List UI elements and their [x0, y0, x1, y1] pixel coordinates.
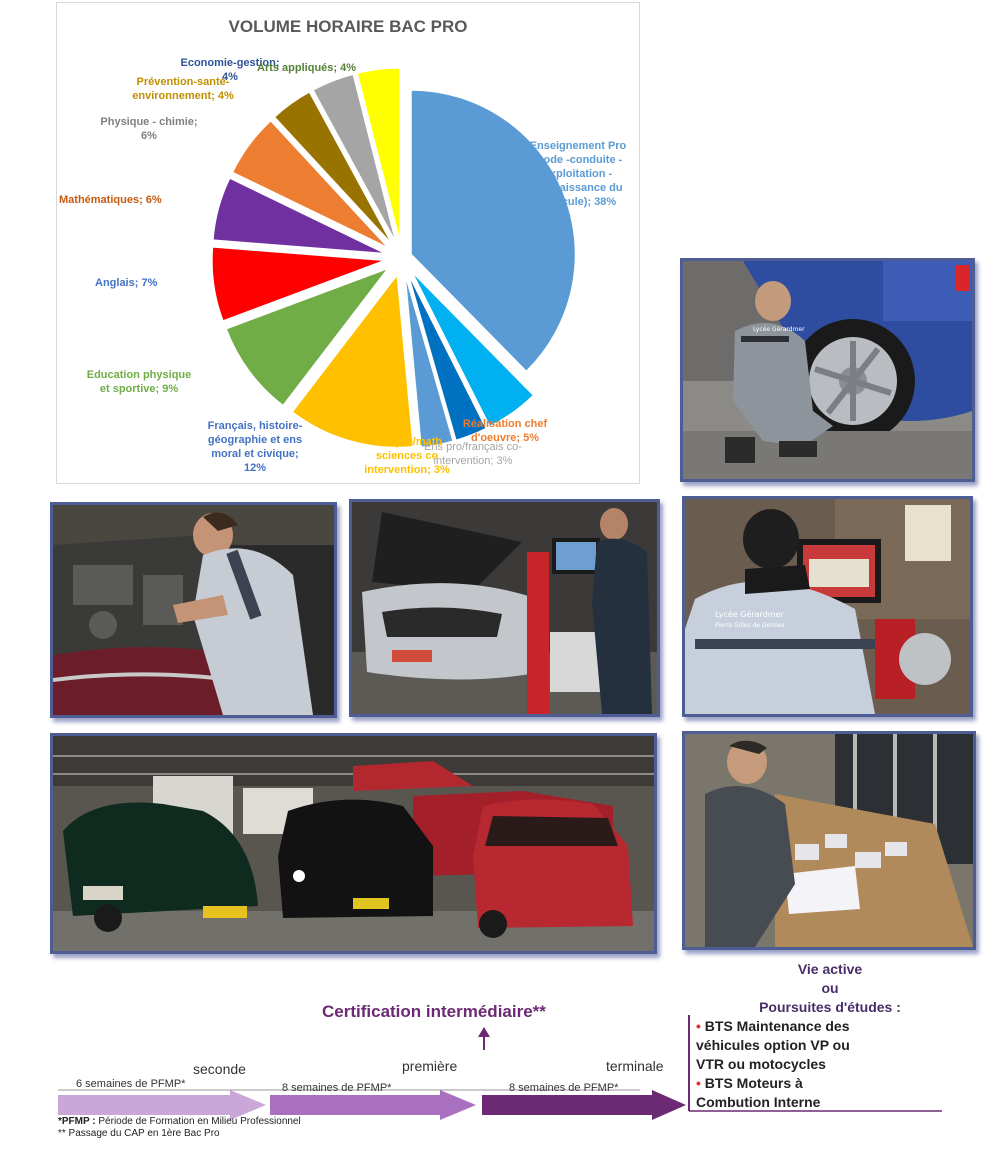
outcomes-block — [696, 960, 956, 1112]
footnotes: *PFMP : Période de Formation en Milieu Professionnel ** Passage du CAP en 1ère Bac Pro — [58, 1116, 301, 1139]
pfmp-premiere: 8 semaines de PFMP* — [282, 1082, 392, 1094]
label-physique: Physique - chimie; 6% — [100, 116, 198, 142]
pfmp-seconde: 6 semaines de PFMP* — [76, 1078, 186, 1090]
photo-tire-change — [680, 258, 975, 482]
arrow-premiere — [270, 1090, 476, 1120]
certification-label: Certification intermédiaire** — [322, 1002, 546, 1021]
label-cointervention-math: Ens pro/math sciences co intervention; 3% — [364, 436, 450, 476]
label-ens-pro: Enseignement Pro (code -conduite - exploitation - connaissance du véhicule); 38% — [529, 140, 627, 208]
photo-workshop-cars — [50, 733, 657, 954]
pfmp-terminale: 8 semaines de PFMP* — [509, 1082, 619, 1094]
poursuites-label: Poursuites d'études : — [759, 999, 901, 1015]
photo-diagnostic-citroen — [349, 499, 660, 717]
training-timeline — [0, 955, 995, 1151]
label-chef-oeuvre: Réalisation chef d'oeuvre; 5% — [462, 418, 548, 444]
label-arts: Arts appliqués; 4% — [257, 62, 357, 74]
bts-maintenance: • BTS Maintenance des véhicules option VP ou VTR ou motocycles — [696, 1018, 850, 1072]
year-premiere: première — [402, 1058, 458, 1074]
label-eco: Economie-gestion; 4% — [180, 57, 280, 83]
photo-diagnostic-computer — [682, 496, 973, 717]
ou-label: ou — [821, 980, 839, 996]
photo-engine-bay — [50, 502, 337, 718]
label-mathematiques: Mathématiques; 6% — [59, 194, 162, 206]
vest-text-1: Lycée Gérardmer — [715, 610, 784, 619]
label-francais: Français, histoire- géographie et ens moral et civique; 12% — [207, 420, 303, 474]
pie-chart — [56, 2, 640, 484]
label-pse: Prévention-santé- environnement; 4% — [132, 76, 234, 102]
vie-active: Vie active — [797, 961, 863, 977]
chart-title: VOLUME HORAIRE BAC PRO — [228, 17, 468, 36]
vest-text: Lycée Gérardmer — [753, 326, 805, 333]
bts-moteurs: • BTS Moteurs à Combution Interne — [696, 1075, 821, 1110]
label-cointervention-francais: Ens pro/français co- intervention; 3% — [424, 441, 522, 467]
arrow-terminale — [482, 1090, 686, 1120]
label-anglais: Anglais; 7% — [95, 277, 158, 289]
bullet-icon: • — [696, 1018, 705, 1034]
year-terminale: terminale — [606, 1058, 664, 1074]
vest-text-2: Pierre Gilles de Gennes — [715, 622, 785, 629]
bullet-icon: • — [696, 1075, 705, 1091]
photo-electrical-bench — [682, 731, 976, 950]
label-eps: Education physique et sportive; 9% — [86, 369, 192, 395]
year-seconde: seconde — [193, 1061, 246, 1077]
